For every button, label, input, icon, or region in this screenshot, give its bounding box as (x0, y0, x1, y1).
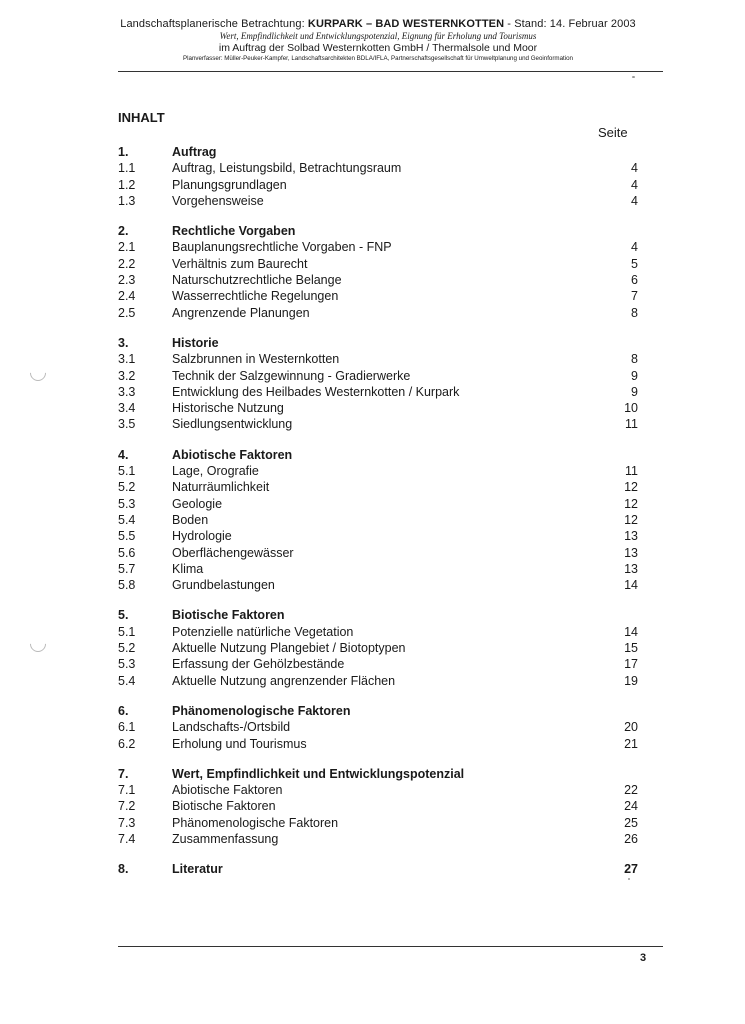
toc-number: 3.4 (118, 401, 136, 416)
toc-title: Phänomenologische Faktoren (172, 703, 351, 718)
toc-title: Geologie (172, 496, 223, 511)
toc-page: 8 (631, 305, 638, 320)
toc-page: 9 (631, 368, 638, 383)
toc-title: Biotische Faktoren (172, 799, 276, 814)
toc-title: Literatur (172, 862, 223, 877)
toc-number: 2.4 (118, 289, 136, 304)
header-client: im Auftrag der Solbad Westernkotten GmbH / Thermalsole und Moor (218, 41, 538, 54)
header-rule (118, 71, 663, 72)
toc-number: 1.2 (118, 177, 136, 192)
toc-entry (118, 400, 638, 416)
toc-page: 19 (624, 673, 638, 688)
toc-page: 27 (624, 862, 638, 877)
toc-page: 10 (624, 401, 638, 416)
toc-page: 13 (624, 545, 638, 560)
toc-number: 8. (118, 862, 129, 877)
toc-number: 2.5 (118, 305, 136, 320)
toc-page: 9 (631, 384, 638, 399)
toc-title: Abiotische Faktoren (172, 447, 293, 462)
toc-entry (118, 673, 638, 689)
table-of-contents (118, 144, 638, 892)
toc-title: Abiotische Faktoren (172, 783, 283, 798)
toc-page: 4 (631, 161, 638, 176)
toc-entry (118, 815, 638, 831)
toc-section (118, 861, 638, 877)
toc-number: 5.4 (118, 673, 136, 688)
toc-section-heading (118, 703, 638, 719)
toc-title: Lage, Orografie (172, 464, 259, 479)
punch-hole-mark (27, 633, 50, 656)
footer-rule (118, 946, 663, 947)
toc-title: Hydrologie (172, 529, 232, 544)
page-header (118, 18, 638, 62)
toc-title: Aktuelle Nutzung Plangebiet / Biotoptypen (172, 641, 406, 656)
toc-title: Klima (172, 561, 204, 576)
toc-number: 2.2 (118, 256, 136, 271)
toc-section (118, 703, 638, 752)
header-prefix: Landschaftsplanerische Betrachtung: (120, 18, 308, 30)
toc-entry (118, 640, 638, 656)
toc-entry (118, 272, 638, 288)
scan-speck (628, 878, 630, 880)
scan-speck (632, 76, 635, 78)
toc-title: Planungsgrundlagen (172, 177, 287, 192)
toc-number: 5.8 (118, 578, 136, 593)
toc-entry (118, 351, 638, 367)
toc-number: 2. (118, 224, 129, 239)
toc-title: Phänomenologische Faktoren (172, 815, 339, 830)
toc-page: 12 (624, 480, 638, 495)
punch-hole-mark (27, 362, 50, 385)
toc-entry (118, 782, 638, 798)
toc-entry (118, 561, 638, 577)
toc-page: 13 (624, 529, 638, 544)
toc-title: Zusammenfassung (172, 831, 279, 846)
toc-entry (118, 384, 638, 400)
toc-number: 1. (118, 145, 129, 159)
toc-number: 3.2 (118, 368, 136, 383)
toc-entry (118, 512, 638, 528)
toc-entry (118, 305, 638, 321)
toc-number: 6.1 (118, 720, 136, 735)
toc-page: 5 (631, 256, 638, 271)
toc-entry (118, 656, 638, 672)
toc-section-heading (118, 447, 638, 463)
toc-title: Verhältnis zum Baurecht (172, 256, 308, 271)
toc-title: Naturschutzrechtliche Belange (172, 273, 342, 288)
toc-entry (118, 736, 638, 752)
toc-number: 5.1 (118, 624, 136, 639)
toc-number: 2.3 (118, 273, 136, 288)
toc-entry (118, 577, 638, 593)
toc-section (118, 607, 638, 688)
toc-number: 1.1 (118, 161, 136, 176)
toc-page: 22 (624, 783, 638, 798)
toc-title: Wasserrechtliche Regelungen (172, 289, 339, 304)
toc-heading: INHALT (118, 110, 165, 125)
toc-title: Naturräumlichkeit (172, 480, 270, 495)
toc-number: 5.2 (118, 480, 136, 495)
toc-title: Bauplanungsrechtliche Vorgaben - FNP (172, 240, 392, 255)
toc-page: 4 (631, 193, 638, 208)
toc-number: 1.3 (118, 193, 136, 208)
toc-title: Erholung und Tourismus (172, 736, 307, 751)
toc-entry (118, 256, 638, 272)
toc-title: Boden (172, 512, 209, 527)
toc-number: 5.5 (118, 529, 136, 544)
toc-page: 4 (631, 177, 638, 192)
toc-section-heading (118, 766, 638, 782)
toc-number: 4. (118, 447, 129, 462)
toc-number: 5.6 (118, 545, 136, 560)
toc-number: 7.1 (118, 783, 136, 798)
toc-number: 7.4 (118, 831, 136, 846)
toc-number: 3.5 (118, 417, 136, 432)
toc-title: Erfassung der Gehölzbestände (172, 657, 345, 672)
toc-page: 11 (625, 464, 638, 479)
toc-number: 3.1 (118, 352, 136, 367)
toc-title: Auftrag (172, 145, 217, 159)
toc-entry (118, 288, 638, 304)
toc-title: Entwicklung des Heilbades Westernkotten / Kurpark (172, 384, 460, 399)
toc-entry (118, 719, 638, 735)
toc-page: 7 (631, 289, 638, 304)
toc-page: 25 (624, 815, 638, 830)
toc-entry (118, 160, 638, 176)
toc-entry (118, 496, 638, 512)
toc-entry (118, 239, 638, 255)
toc-number: 7. (118, 766, 129, 781)
header-author: Planverfasser: Müller-Peuker-Kampfer, Landschaftsarchitekten BDLA/IFLA, Partnerschaftsgesellschaft für Umweltplanung und Geoinformation (183, 54, 573, 62)
toc-number: 7.2 (118, 799, 136, 814)
page-number: 3 (640, 952, 647, 964)
toc-entry (118, 193, 638, 209)
toc-entry (118, 479, 638, 495)
toc-page: 13 (624, 561, 638, 576)
toc-title: Grundbelastungen (172, 578, 275, 593)
toc-entry (118, 798, 638, 814)
toc-page: 14 (624, 624, 638, 639)
toc-entry (118, 624, 638, 640)
toc-number: 3. (118, 335, 129, 350)
toc-number: 5.1 (118, 464, 136, 479)
toc-page: 11 (625, 417, 638, 432)
toc-title: Rechtliche Vorgaben (172, 224, 296, 239)
toc-number: 3.3 (118, 384, 136, 399)
toc-page: 4 (631, 240, 638, 255)
toc-number: 2.1 (118, 240, 136, 255)
toc-section (118, 144, 638, 209)
toc-number: 6.2 (118, 736, 136, 751)
toc-number: 5.7 (118, 561, 136, 576)
toc-title: Siedlungsentwicklung (172, 417, 293, 432)
toc-number: 6. (118, 703, 129, 718)
toc-entry (118, 463, 638, 479)
toc-page: 6 (631, 273, 638, 288)
toc-section-heading (118, 861, 638, 877)
toc-entry (118, 177, 638, 193)
header-title-line (118, 18, 638, 31)
toc-number: 5.4 (118, 512, 136, 527)
toc-title: Angrenzende Planungen (172, 305, 310, 320)
toc-entry (118, 416, 638, 432)
toc-title: Aktuelle Nutzung angrenzender Flächen (172, 673, 396, 688)
toc-title: Technik der Salzgewinnung - Gradierwerke (172, 368, 411, 383)
toc-page: 26 (624, 831, 638, 846)
toc-section-heading (118, 335, 638, 351)
toc-entry (118, 528, 638, 544)
toc-title: Historische Nutzung (172, 401, 284, 416)
toc-title: Oberflächengewässer (172, 545, 294, 560)
toc-section (118, 223, 638, 321)
toc-title: Landschafts-/Ortsbild (172, 720, 291, 735)
toc-page: 12 (624, 496, 638, 511)
page-column-label: Seite (598, 125, 628, 140)
toc-number: 5. (118, 608, 129, 623)
toc-entry (118, 368, 638, 384)
toc-page: 15 (624, 641, 638, 656)
toc-title: Biotische Faktoren (172, 608, 285, 623)
toc-number: 7.3 (118, 815, 136, 830)
toc-entry (118, 831, 638, 847)
header-date: - Stand: 14. Februar 2003 (504, 18, 636, 30)
toc-section (118, 447, 638, 594)
toc-title: Salzbrunnen in Westernkotten (172, 352, 340, 367)
toc-page: 21 (624, 736, 638, 751)
toc-section-heading (118, 607, 638, 623)
toc-section (118, 766, 638, 847)
toc-title: Historie (172, 335, 219, 350)
toc-page: 8 (631, 352, 638, 367)
toc-title: Potenzielle natürliche Vegetation (172, 624, 354, 639)
toc-section-heading (118, 144, 638, 160)
toc-page: 20 (624, 720, 638, 735)
header-subtitle: Wert, Empfindlichkeit und Entwicklungspotenzial, Eignung für Erholung und Tourismus (219, 31, 537, 42)
toc-section (118, 335, 638, 433)
toc-title: Wert, Empfindlichkeit und Entwicklungspotenzial (172, 766, 465, 781)
toc-section-heading (118, 223, 638, 239)
toc-number: 5.2 (118, 641, 136, 656)
toc-page: 14 (624, 578, 638, 593)
toc-page: 12 (624, 512, 638, 527)
toc-page: 24 (624, 799, 638, 814)
toc-number: 5.3 (118, 496, 136, 511)
toc-entry (118, 545, 638, 561)
toc-title: Vorgehensweise (172, 193, 264, 208)
toc-page: 17 (624, 657, 638, 672)
header-project-name: KURPARK – BAD WESTERNKOTTEN (307, 18, 505, 30)
toc-title: Auftrag, Leistungsbild, Betrachtungsraum (172, 161, 402, 176)
toc-number: 5.3 (118, 657, 136, 672)
